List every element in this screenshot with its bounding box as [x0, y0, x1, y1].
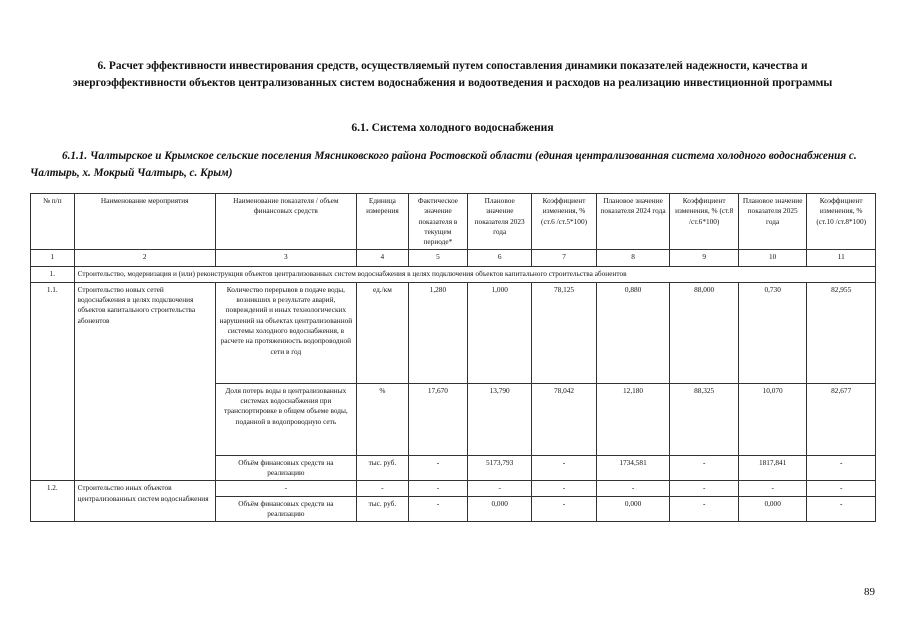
value-cell: 1817,841	[738, 455, 807, 481]
column-number: 1	[31, 250, 75, 267]
column-number: 6	[467, 250, 531, 267]
unit-cell: -	[356, 481, 408, 496]
column-number: 11	[807, 250, 876, 267]
value-cell: 5173,793	[467, 455, 531, 481]
indicator-label: Количество перерывов в подаче воды, возникших в результате аварий, повреждений и иных технологических нарушений на объектах централизованной системы холодного водоснабжения, в расчете на протяженность водопроводной сети в год	[215, 282, 356, 383]
column-number: 7	[532, 250, 596, 267]
table-header-row	[31, 194, 876, 250]
value-cell: 1734,581	[596, 455, 670, 481]
row-number: 1.1.	[31, 282, 75, 481]
header-cell: Коэффициент изменения, % (ст.8 /ст.6*100)	[670, 194, 739, 250]
header-cell: Единица измерения	[356, 194, 408, 250]
header-cell: Коэффициент изменения, % (ст.6 /ст.5*100)	[532, 194, 596, 250]
value-cell: 12,180	[596, 383, 670, 455]
value-cell: -	[738, 481, 807, 496]
value-cell: 10,070	[738, 383, 807, 455]
header-cell: Коэффициент изменения, % (ст.10 /ст.8*100)	[807, 194, 876, 250]
value-cell: 78,125	[532, 282, 596, 383]
page-number: 89	[864, 586, 875, 598]
value-cell: 0,000	[596, 496, 670, 522]
unit-cell: %	[356, 383, 408, 455]
value-cell: -	[670, 455, 739, 481]
column-number: 9	[670, 250, 739, 267]
column-number: 10	[738, 250, 807, 267]
value-cell: -	[670, 496, 739, 522]
subsubsection-heading: 6.1.1. Чалтырское и Крымское сельские поселения Мясниковского района Ростовской области (единая централизованная система холодного водоснабжения с. Чалтырь, х. Мокрый Чалтырь, с. Крым)	[30, 150, 857, 179]
header-cell: Плановое значение показателя 2024 года	[596, 194, 670, 250]
value-cell: -	[596, 481, 670, 496]
value-cell: 82,677	[807, 383, 876, 455]
indicator-label: Доля потерь воды в централизованных системах водоснабжения при транспортировке в общем объеме воды, поданной в водопроводную сеть	[215, 383, 356, 455]
value-cell: 17,670	[408, 383, 467, 455]
section-row	[31, 267, 876, 282]
unit-cell: ед./км	[356, 282, 408, 383]
value-cell: 0,000	[467, 496, 531, 522]
value-cell: -	[532, 455, 596, 481]
section-heading: 6. Расчет эффективности инвестирования средств, осуществляемый путем сопоставления динамики показателей надежности, качества и энергоэффективности объектов централизованных систем водоснабжения и водоотведения и расходов на реализацию инвестиционной программы	[72, 60, 833, 89]
value-cell: 0,730	[738, 282, 807, 383]
value-cell: -	[807, 481, 876, 496]
column-number: 2	[74, 250, 215, 267]
value-cell: -	[408, 496, 467, 522]
header-cell: Плановое значение показателя 2025 года	[738, 194, 807, 250]
value-cell: 1,280	[408, 282, 467, 383]
subsection-heading: 6.1. Система холодного водоснабжения	[351, 121, 554, 134]
header-cell: Наименование показателя / объем финансовых средств	[215, 194, 356, 250]
value-cell: 88,000	[670, 282, 739, 383]
section-number: 1.	[31, 267, 75, 282]
value-cell: -	[532, 496, 596, 522]
indicator-label: Объём финансовых средств на реализацию	[215, 496, 356, 522]
unit-cell: тыс. руб.	[356, 455, 408, 481]
value-cell: -	[807, 496, 876, 522]
indicators-table	[30, 193, 876, 522]
value-cell: -	[467, 481, 531, 496]
indicator-label: Объём финансовых средств на реализацию	[215, 455, 356, 481]
value-cell: 82,955	[807, 282, 876, 383]
measure-name: Строительство новых сетей водоснабжения в целях подключения объектов капитального строительства абонентов	[74, 282, 215, 481]
value-cell: -	[670, 481, 739, 496]
value-cell: 0,880	[596, 282, 670, 383]
value-cell: 0,000	[738, 496, 807, 522]
measure-name: Строительство иных объектов централизованных систем водоснабжения	[74, 481, 215, 522]
header-cell: Фактическое значение показателя в текущем периоде*	[408, 194, 467, 250]
table-row	[31, 282, 876, 383]
column-number-row	[31, 250, 876, 267]
value-cell: -	[408, 481, 467, 496]
unit-cell: тыс. руб.	[356, 496, 408, 522]
header-cell: Плановое значение показателя 2023 года	[467, 194, 531, 250]
column-number: 5	[408, 250, 467, 267]
value-cell: 88,325	[670, 383, 739, 455]
section-title: Строительство, модернизация и (или) реконструкция объектов централизованных систем водоснабжения в целях подключения объектов капитального строительства абонентов	[74, 267, 875, 282]
row-number: 1.2.	[31, 481, 75, 522]
value-cell: -	[807, 455, 876, 481]
column-number: 8	[596, 250, 670, 267]
value-cell: -	[408, 455, 467, 481]
header-cell: № п/п	[31, 194, 75, 250]
value-cell: 78,042	[532, 383, 596, 455]
header-cell: Наименование мероприятия	[74, 194, 215, 250]
value-cell: 1,000	[467, 282, 531, 383]
indicator-label: -	[215, 481, 356, 496]
table-row	[31, 481, 876, 496]
value-cell: 13,790	[467, 383, 531, 455]
column-number: 4	[356, 250, 408, 267]
value-cell: -	[532, 481, 596, 496]
column-number: 3	[215, 250, 356, 267]
